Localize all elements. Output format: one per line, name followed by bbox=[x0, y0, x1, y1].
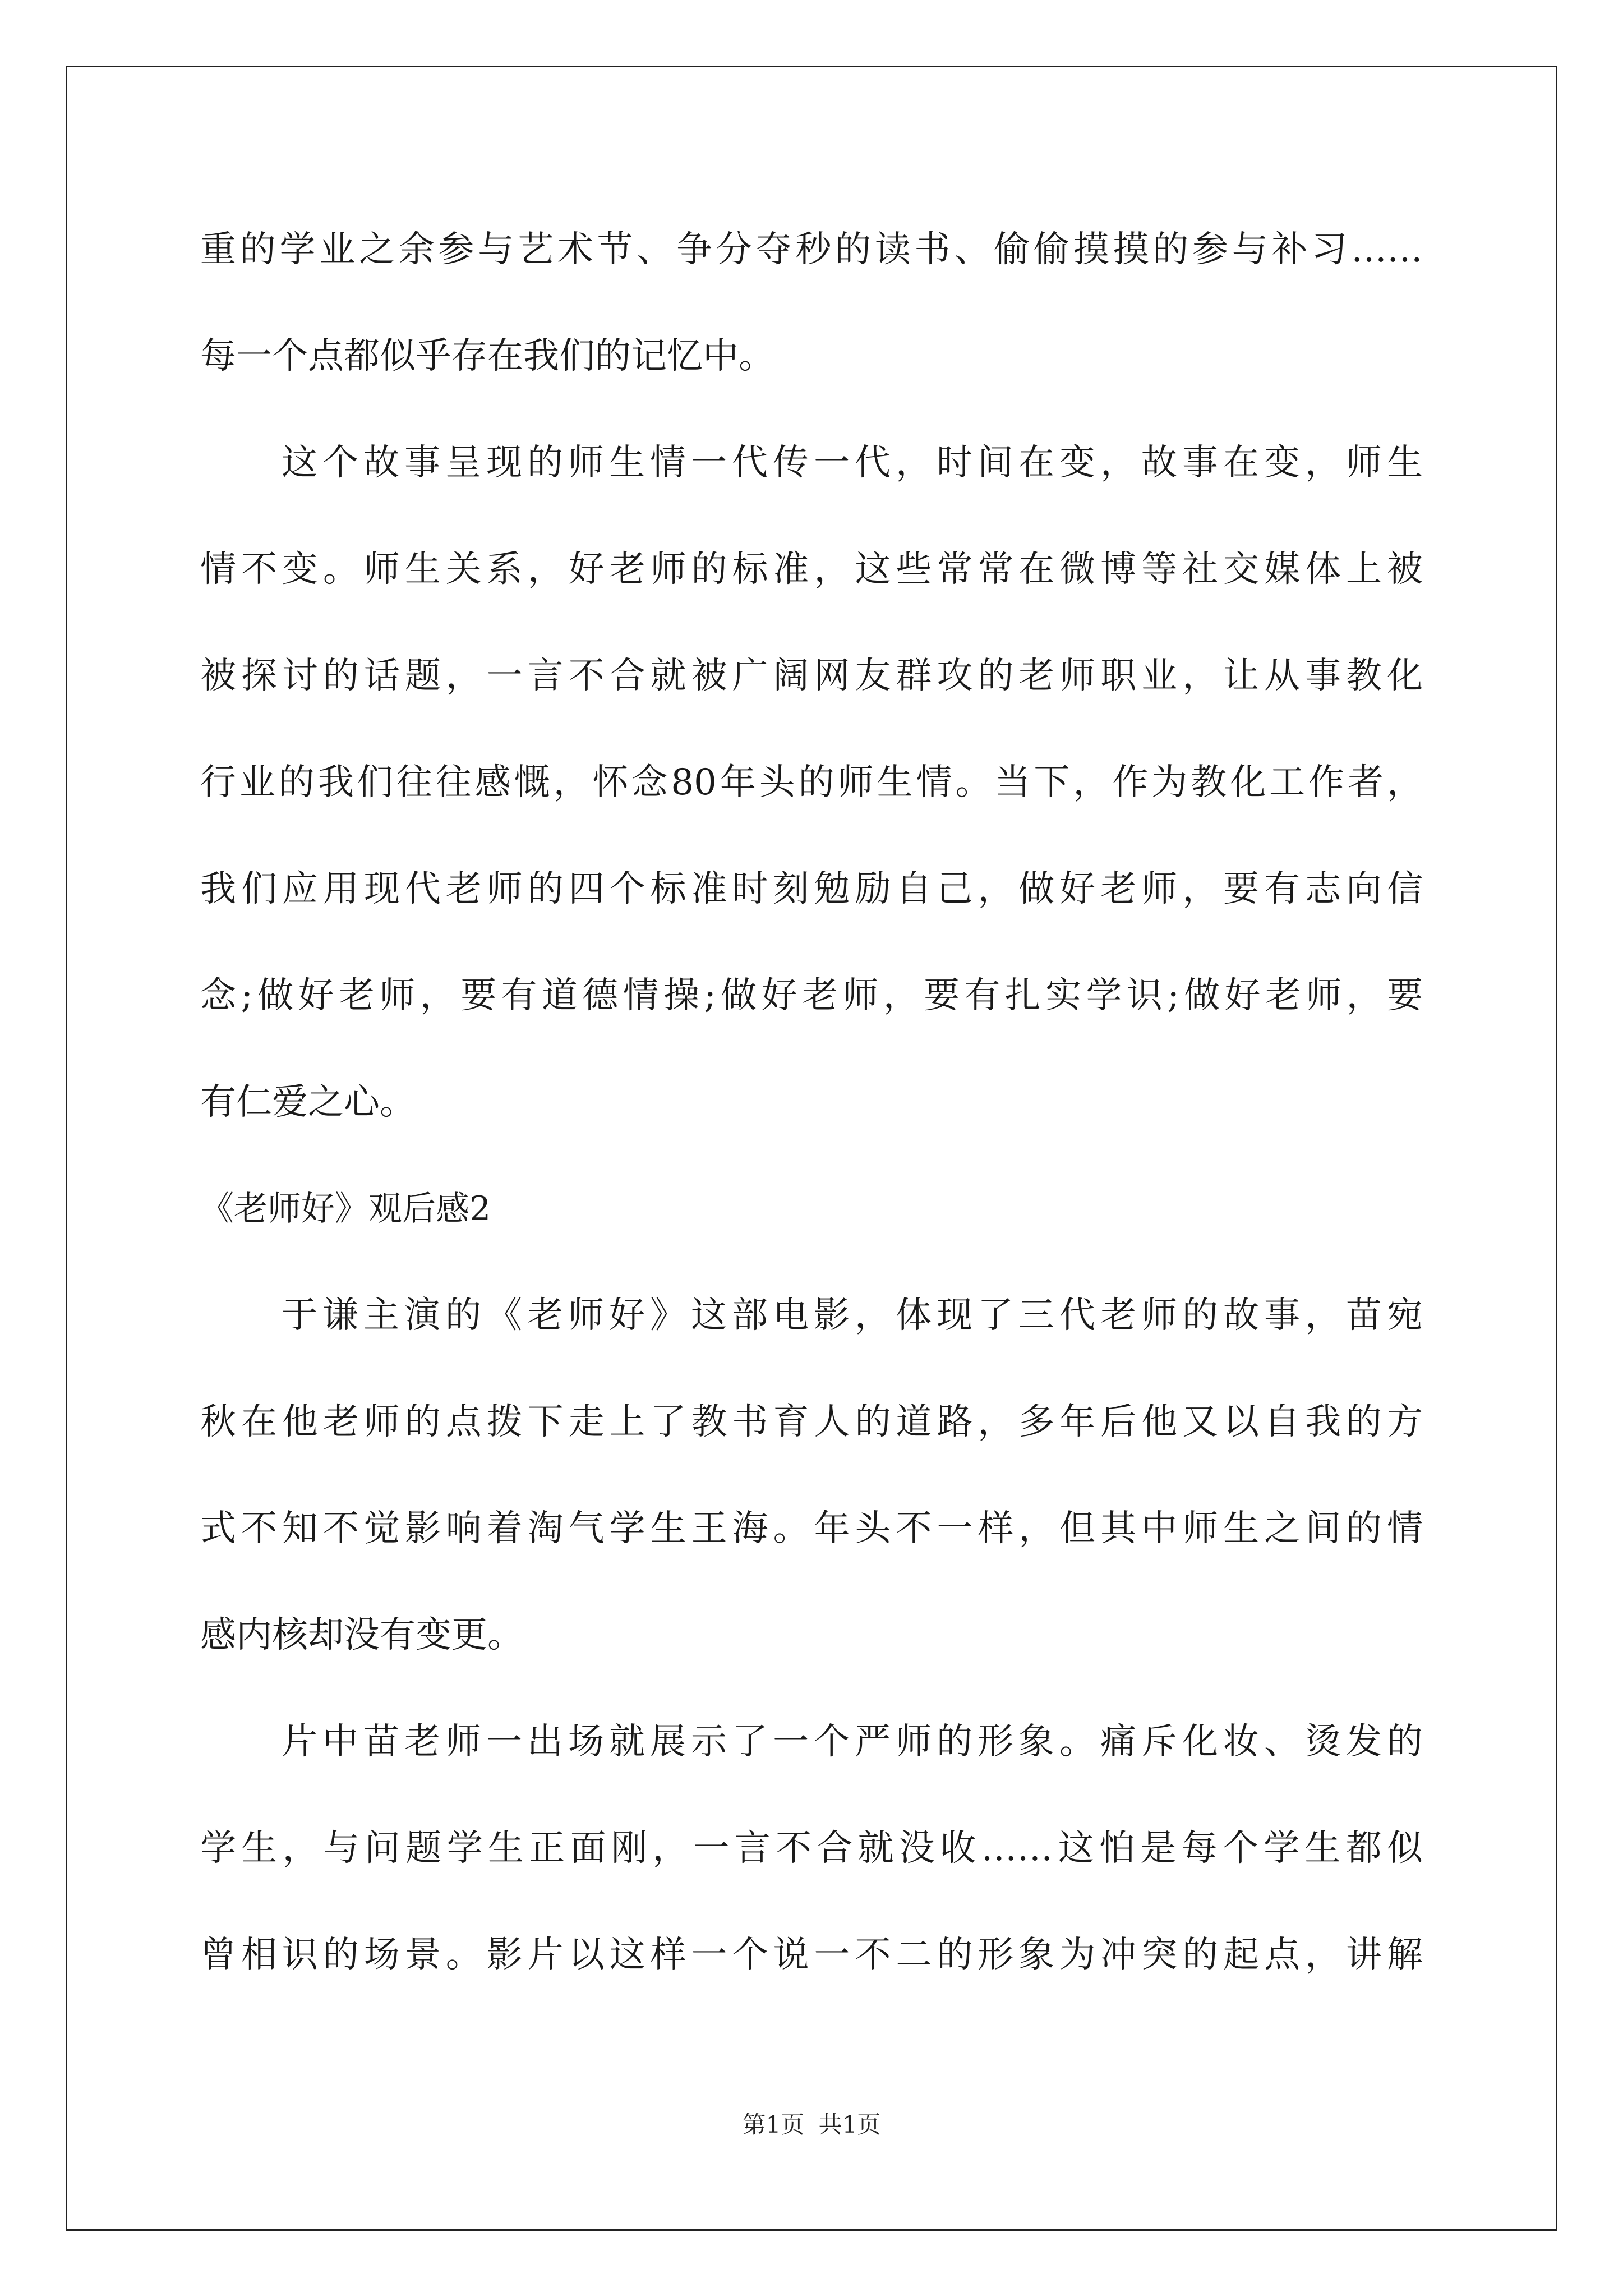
text-line: 我们应用现代老师的四个标准时刻勉励自己，做好老师，要有志向信 bbox=[200, 868, 1423, 910]
section-heading: 《老师好》观后感2 bbox=[200, 1189, 491, 1228]
page-number: 第1页 bbox=[742, 2111, 805, 2138]
paragraph-start-line: 这个故事呈现的师生情一代传一代，时间在变，故事在变，师生 bbox=[282, 442, 1423, 484]
page-count: 共1页 bbox=[818, 2111, 881, 2138]
text-line: 情不变。师生关系，好老师的标准，这些常常在微博等社交媒体上被 bbox=[200, 549, 1423, 590]
page-footer bbox=[0, 2106, 1623, 2140]
text-line: 式不知不觉影响着淘气学生王海。年头不一样，但其中师生之间的情 bbox=[200, 1508, 1423, 1549]
text-line: 被探讨的话题，一言不合就被广阔网友群攻的老师职业，让从事教化 bbox=[200, 655, 1423, 697]
text-line: 曾相识的场景。影片以这样一个说一不二的形象为冲突的起点，讲解 bbox=[200, 1934, 1423, 1976]
text-line: 念;做好老师，要有道德情操;做好老师，要有扎实学识;做好老师，要 bbox=[200, 975, 1423, 1016]
text-line: 行业的我们往往感慨，怀念80年头的师生情。当下，作为教化工作者， bbox=[200, 762, 1423, 803]
document-body bbox=[200, 222, 1423, 2033]
paragraph-start-line: 片中苗老师一出场就展示了一个严师的形象。痛斥化妆、烫发的 bbox=[282, 1721, 1423, 1763]
text-line: 学生，与问题学生正面刚，一言不合就没收……这怕是每个学生都似 bbox=[200, 1828, 1423, 1869]
text-line: 重的学业之余参与艺术节、争分夺秒的读书、偷偷摸摸的参与补习…… bbox=[200, 229, 1423, 270]
text-line: 秋在他老师的点拨下走上了教书育人的道路，多年后他又以自我的方 bbox=[200, 1401, 1423, 1443]
paragraph-start-line: 于谦主演的《老师好》这部电影，体现了三代老师的故事，苗宛 bbox=[282, 1295, 1423, 1336]
text-line: 有仁爱之心。 bbox=[200, 1082, 416, 1123]
text-line: 每一个点都似乎存在我们的记忆中。 bbox=[200, 335, 774, 377]
text-line: 感内核却没有变更。 bbox=[200, 1614, 523, 1656]
